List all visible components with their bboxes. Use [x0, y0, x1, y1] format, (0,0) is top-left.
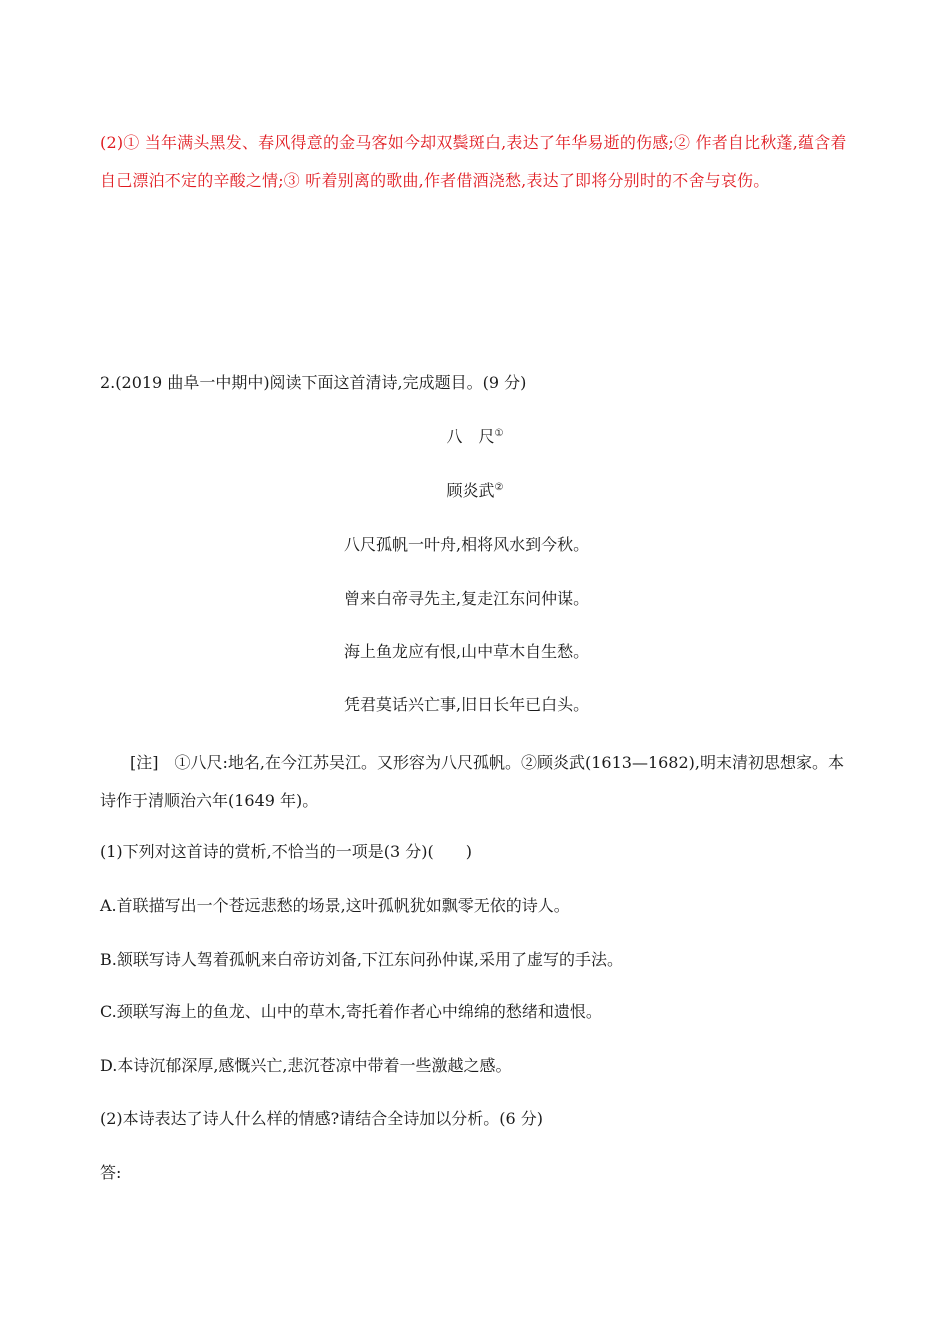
- poem-line: 海上鱼龙应有恨,山中草木自生愁。: [344, 642, 590, 661]
- answer-block: [100, 124, 852, 200]
- answer-label: 答:: [100, 1163, 122, 1182]
- note-text: ①八尺:地名,在今江苏吴江。又形容为八尺孤帆。②顾炎武(1613—1682),明末清初思想家。本诗作于清顺治六年(1649 年)。: [100, 753, 844, 810]
- poem-line: 八尺孤帆一叶舟,相将风水到今秋。: [344, 535, 590, 554]
- note-tag: [注]: [130, 753, 159, 772]
- option-b: B.颔联写诗人驾着孤帆来白帝访刘备,下江东问孙仲谋,采用了虚写的手法。: [100, 950, 624, 969]
- poem-author: [0, 479, 950, 503]
- poem-note: [100, 744, 845, 820]
- option-d: D.本诗沉郁深厚,感慨兴亡,悲沉苍凉中带着一些激越之感。: [100, 1056, 512, 1075]
- footnote-marker: ①: [494, 428, 504, 439]
- poem-author-text: 顾炎武: [446, 481, 495, 500]
- footnote-marker: ②: [494, 482, 504, 493]
- option-a: A.首联描写出一个苍远悲愁的场景,这叶孤帆犹如飘零无依的诗人。: [100, 896, 570, 915]
- poem-line: 凭君莫话兴亡事,旧日长年已白头。: [344, 695, 590, 714]
- answer-text: (2)① 当年满头黑发、春风得意的金马客如今却双鬓斑白,表达了年华易逝的伤感;② 作者自比秋蓬,蕴含着自己漂泊不定的辛酸之情;③ 听着别离的歌曲,作者借酒浇愁,表达了即将分别时的不舍与哀伤。: [100, 133, 847, 190]
- poem-title: [0, 425, 950, 449]
- subquestion-2-prompt: (2)本诗表达了诗人什么样的情感?请结合全诗加以分析。(6 分): [100, 1109, 543, 1128]
- question-header: 2.(2019 曲阜一中期中)阅读下面这首清诗,完成题目。(9 分): [100, 373, 527, 392]
- option-c: C.颈联写海上的鱼龙、山中的草木,寄托着作者心中绵绵的愁绪和遗恨。: [100, 1002, 602, 1021]
- poem-title-text: 八 尺: [446, 427, 495, 446]
- subquestion-1-prompt: (1)下列对这首诗的赏析,不恰当的一项是(3 分)( ): [100, 842, 472, 861]
- poem-line: 曾来白帝寻先主,复走江东问仲谋。: [344, 589, 590, 608]
